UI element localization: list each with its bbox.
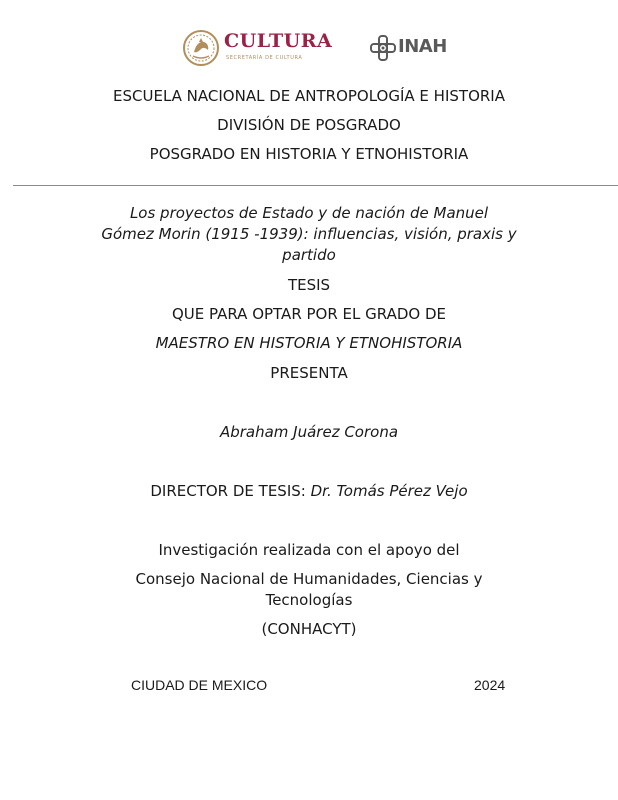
division-name: DIVISIÓN DE POSGRADO — [217, 116, 401, 134]
director-label: DIRECTOR DE TESIS: — [150, 482, 306, 500]
support-line: Investigación realizada con el apoyo del — [158, 541, 460, 559]
cultura-logo-subtitle: SECRETARÍA DE CULTURA — [226, 55, 303, 61]
degree-intro: QUE PARA OPTAR POR EL GRADO DE — [171, 305, 447, 323]
program-name: POSGRADO EN HISTORIA Y ETNOHISTORIA — [149, 145, 469, 163]
inah-emblem-icon — [370, 35, 396, 61]
document-type: TESIS — [287, 276, 331, 294]
support-line: Tecnologías — [265, 591, 353, 609]
degree-name: MAESTRO EN HISTORIA Y ETNOHISTORIA — [155, 334, 463, 352]
presents-label: PRESENTA — [270, 364, 348, 382]
inah-logo-text: INAH — [398, 36, 447, 57]
thesis-title-line: partido — [282, 246, 336, 264]
header-logos — [0, 28, 618, 70]
thesis-director — [0, 481, 618, 502]
mexican-eagle-seal-icon — [182, 29, 220, 67]
support-line: Consejo Nacional de Humanidades, Ciencias y — [135, 570, 483, 588]
director-name: Dr. Tomás Pérez Vejo — [310, 482, 468, 500]
inah-logo — [370, 34, 460, 64]
thesis-title-line: Gómez Morin (1915 -1939): influencias, visión, praxis y — [101, 225, 517, 243]
cultura-logo — [182, 28, 342, 70]
school-name: ESCUELA NACIONAL DE ANTROPOLOGÍA E HISTORIA — [113, 87, 505, 105]
city-label: CIUDAD DE MEXICO — [131, 677, 268, 693]
thesis-title — [90, 203, 528, 266]
author-name: Abraham Juárez Corona — [219, 423, 399, 441]
support-acronym: (CONHACYT) — [261, 620, 357, 638]
thesis-title-line: Los proyectos de Estado y de nación de Manuel — [129, 204, 489, 222]
year-label: 2024 — [474, 677, 506, 693]
cultura-logo-text: CULTURA — [224, 30, 333, 52]
horizontal-divider — [13, 185, 618, 186]
